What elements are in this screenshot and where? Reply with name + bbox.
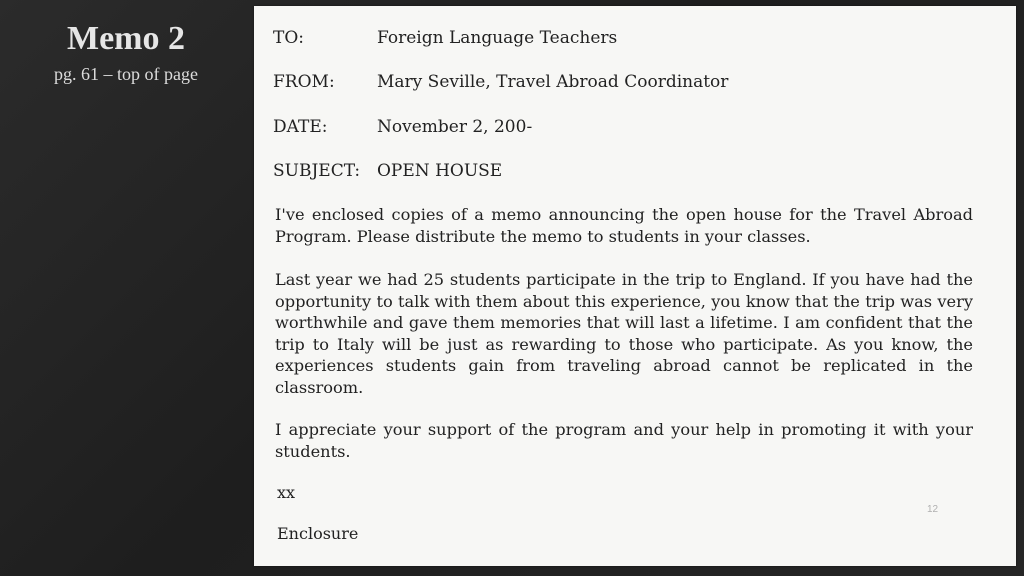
memo-enclosure: Enclosure <box>277 524 359 543</box>
memo-from-row <box>273 71 728 93</box>
memo-paragraph: I appreciate your support of the program and your help in promoting it with your students. <box>275 420 973 461</box>
memo-subject-value: OPEN HOUSE <box>377 161 503 181</box>
memo-date-label: DATE: <box>273 117 328 137</box>
slide-title: Memo 2 <box>66 20 185 57</box>
memo-subject-label: SUBJECT: <box>273 161 361 181</box>
memo-date-row <box>273 116 532 138</box>
memo-paragraph: Last year we had 25 students participate in the trip to England. If you have had the opportunity to talk with them about this experience, you know that the trip was very worthwhile and gave them memories that will last a lifetime. I am confident that the trip to Italy will be just as rewarding to those who participate. As you know, the experiences students gain from traveling abroad cannot be replicated in the classroom. <box>275 270 973 397</box>
memo-date-value: November 2, 200- <box>377 117 533 137</box>
slide-subtitle: pg. 61 – top of page <box>54 64 198 84</box>
memo-initials: xx <box>277 483 296 502</box>
memo-from-value: Mary Seville, Travel Abroad Coordinator <box>377 72 729 92</box>
memo-paragraph: I've enclosed copies of a memo announcing the open house for the Travel Abroad Program. Please distribute the memo to students in your classes. <box>275 205 973 246</box>
memo-to-value: Foreign Language Teachers <box>377 28 618 48</box>
page-number: 12 <box>927 504 939 515</box>
memo-subject-row <box>273 160 502 182</box>
memo-document <box>254 6 1016 566</box>
memo-to-row <box>273 27 617 49</box>
memo-to-label: TO: <box>273 28 305 48</box>
memo-from-label: FROM: <box>273 72 335 92</box>
